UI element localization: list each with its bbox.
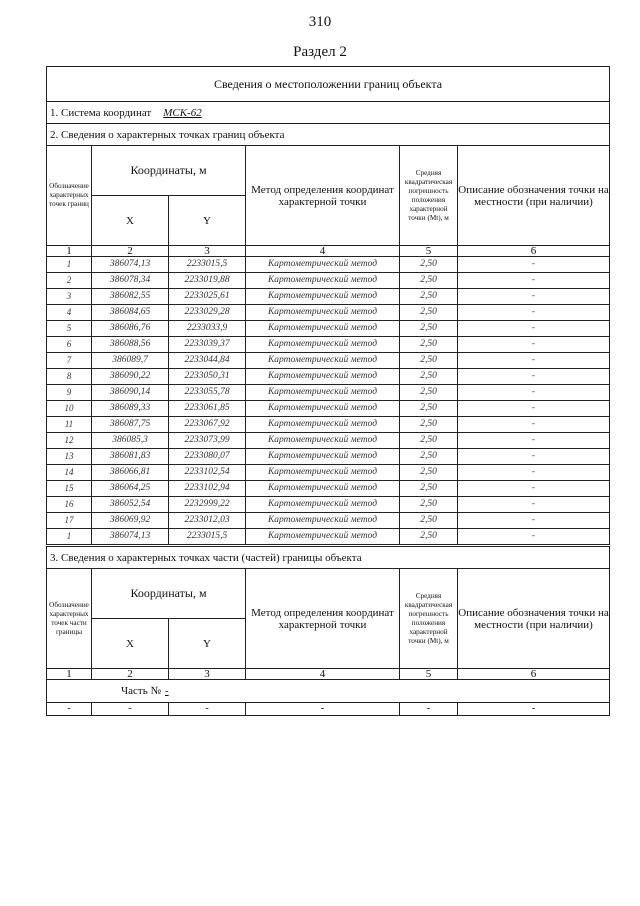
- table-row: [47, 289, 610, 305]
- column-number: 5: [400, 669, 458, 680]
- point-description: -: [458, 449, 610, 465]
- header-coordinates: Координаты, м: [92, 146, 246, 196]
- point-accuracy: 2,50: [400, 337, 458, 353]
- point-description: -: [458, 465, 610, 481]
- point-description: -: [458, 529, 610, 545]
- point-accuracy: 2,50: [400, 257, 458, 273]
- header-x: X: [92, 196, 169, 246]
- column-number: 5: [400, 246, 458, 257]
- point-x: 386086,76: [92, 321, 169, 337]
- point-number: 15: [47, 481, 92, 497]
- point-x: 386090,22: [92, 369, 169, 385]
- point-y: 2233015,5: [169, 257, 246, 273]
- table-row: [47, 401, 610, 417]
- point-accuracy: 2,50: [400, 305, 458, 321]
- point-y: 2233050,31: [169, 369, 246, 385]
- part-cell: -: [169, 703, 246, 716]
- table-row: [47, 273, 610, 289]
- point-accuracy: 2,50: [400, 369, 458, 385]
- table-row: [47, 385, 610, 401]
- point-x: 386087,75: [92, 417, 169, 433]
- header-method: Метод определения координат характерной точки: [246, 569, 400, 669]
- column-number: 2: [92, 246, 169, 257]
- point-y: 2233012,03: [169, 513, 246, 529]
- point-number: 7: [47, 353, 92, 369]
- point-x: 386090,14: [92, 385, 169, 401]
- point-x: 386089,33: [92, 401, 169, 417]
- point-method: Картометрический метод: [246, 497, 400, 513]
- point-x: 386085,3: [92, 433, 169, 449]
- coordinate-system-label: 1. Система координат: [50, 106, 152, 119]
- point-x: 386066,81: [92, 465, 169, 481]
- point-method: Картометрический метод: [246, 417, 400, 433]
- header-description: Описание обозначения точки на местности (при наличии): [458, 569, 610, 669]
- point-description: -: [458, 513, 610, 529]
- point-y: 2232999,22: [169, 497, 246, 513]
- coordinate-system-row: [47, 102, 610, 124]
- point-description: -: [458, 337, 610, 353]
- coordinate-system-value: МСК-62: [163, 106, 202, 119]
- point-number: 12: [47, 433, 92, 449]
- column-numbers-row: [47, 246, 610, 257]
- part-value: -: [164, 685, 169, 697]
- point-y: 2233080,07: [169, 449, 246, 465]
- point-description: -: [458, 257, 610, 273]
- point-x: 386074,13: [92, 529, 169, 545]
- point-y: 2233019,88: [169, 273, 246, 289]
- part-label-row: [47, 680, 610, 703]
- table-row: [47, 481, 610, 497]
- column-number: 3: [169, 246, 246, 257]
- point-method: Картометрический метод: [246, 433, 400, 449]
- point-accuracy: 2,50: [400, 385, 458, 401]
- point-description: -: [458, 401, 610, 417]
- point-description: -: [458, 369, 610, 385]
- point-description: -: [458, 353, 610, 369]
- point-method: Картометрический метод: [246, 353, 400, 369]
- point-x: 386064,25: [92, 481, 169, 497]
- header-accuracy: Средняя квадратическая погрешность положения характерной точки (Mt), м: [400, 146, 458, 246]
- part-cell: -: [47, 703, 92, 716]
- header-y: Y: [169, 196, 246, 246]
- point-method: Картометрический метод: [246, 273, 400, 289]
- point-number: 14: [47, 465, 92, 481]
- point-accuracy: 2,50: [400, 513, 458, 529]
- part-cell: -: [246, 703, 400, 716]
- point-accuracy: 2,50: [400, 401, 458, 417]
- point-accuracy: 2,50: [400, 529, 458, 545]
- header-point-designation: Обозначение характерных точек границ: [47, 146, 92, 246]
- point-y: 2233055,78: [169, 385, 246, 401]
- point-y: 2233025,61: [169, 289, 246, 305]
- point-description: -: [458, 417, 610, 433]
- column-number: 1: [47, 669, 92, 680]
- point-x: 386081,83: [92, 449, 169, 465]
- point-x: 386052,54: [92, 497, 169, 513]
- point-y: 2233061,85: [169, 401, 246, 417]
- table-row: [47, 497, 610, 513]
- table-row: [47, 321, 610, 337]
- point-number: 11: [47, 417, 92, 433]
- point-accuracy: 2,50: [400, 417, 458, 433]
- point-accuracy: 2,50: [400, 497, 458, 513]
- table-row: [47, 465, 610, 481]
- section-title: Раздел 2: [293, 44, 347, 60]
- column-numbers-row: [47, 669, 610, 680]
- part-cell: -: [458, 703, 610, 716]
- point-description: -: [458, 385, 610, 401]
- column-number: 6: [458, 669, 610, 680]
- part-cell: -: [400, 703, 458, 716]
- point-accuracy: 2,50: [400, 433, 458, 449]
- header-description: Описание обозначения точки на местности (при наличии): [458, 146, 610, 246]
- point-number: 4: [47, 305, 92, 321]
- point-y: 2233015,5: [169, 529, 246, 545]
- point-accuracy: 2,50: [400, 289, 458, 305]
- point-number: 17: [47, 513, 92, 529]
- point-y: 2233073,99: [169, 433, 246, 449]
- column-number: 4: [246, 246, 400, 257]
- point-y: 2233029,28: [169, 305, 246, 321]
- header-accuracy: Средняя квадратическая погрешность положения характерной точки (Mt), м: [400, 569, 458, 669]
- table-row: [47, 369, 610, 385]
- point-accuracy: 2,50: [400, 481, 458, 497]
- point-number: 2: [47, 273, 92, 289]
- point-number: 10: [47, 401, 92, 417]
- part-cell: -: [92, 703, 169, 716]
- header-x: X: [92, 619, 169, 669]
- table-row: [47, 337, 610, 353]
- point-method: Картометрический метод: [246, 465, 400, 481]
- point-accuracy: 2,50: [400, 273, 458, 289]
- point-description: -: [458, 305, 610, 321]
- point-number: 6: [47, 337, 92, 353]
- point-accuracy: 2,50: [400, 353, 458, 369]
- point-number: 9: [47, 385, 92, 401]
- point-method: Картометрический метод: [246, 369, 400, 385]
- point-x: 386082,55: [92, 289, 169, 305]
- point-method: Картометрический метод: [246, 481, 400, 497]
- point-method: Картометрический метод: [246, 401, 400, 417]
- section2-title: 2. Сведения о характерных точках границ объекта: [47, 124, 610, 146]
- point-number: 16: [47, 497, 92, 513]
- point-description: -: [458, 289, 610, 305]
- point-number: 13: [47, 449, 92, 465]
- point-accuracy: 2,50: [400, 465, 458, 481]
- point-method: Картометрический метод: [246, 321, 400, 337]
- table-row: [47, 513, 610, 529]
- point-y: 2233102,94: [169, 481, 246, 497]
- point-y: 2233044,84: [169, 353, 246, 369]
- column-number: 6: [458, 246, 610, 257]
- header-method: Метод определения координат характерной точки: [246, 146, 400, 246]
- point-y: 2233033,9: [169, 321, 246, 337]
- point-accuracy: 2,50: [400, 321, 458, 337]
- point-y: 2233067,92: [169, 417, 246, 433]
- point-description: -: [458, 481, 610, 497]
- page-number: 310: [308, 14, 332, 30]
- table-banner: Сведения о местоположении границ объекта: [47, 67, 610, 102]
- boundary-table: [46, 66, 610, 545]
- column-number: 2: [92, 669, 169, 680]
- point-method: Картометрический метод: [246, 513, 400, 529]
- point-y: 2233039,37: [169, 337, 246, 353]
- header-point-designation-parts: Обозначение характерных точек части границы: [47, 569, 92, 669]
- point-number: 3: [47, 289, 92, 305]
- point-accuracy: 2,50: [400, 449, 458, 465]
- table-row: [47, 257, 610, 273]
- point-x: 386074,13: [92, 257, 169, 273]
- table-row: [47, 305, 610, 321]
- point-x: 386088,56: [92, 337, 169, 353]
- point-x: 386069,92: [92, 513, 169, 529]
- point-description: -: [458, 321, 610, 337]
- parts-table: [46, 546, 610, 716]
- point-description: -: [458, 497, 610, 513]
- point-method: Картометрический метод: [246, 289, 400, 305]
- table-row: [47, 449, 610, 465]
- point-method: Картометрический метод: [246, 449, 400, 465]
- point-description: -: [458, 433, 610, 449]
- point-x: 386084,65: [92, 305, 169, 321]
- point-method: Картометрический метод: [246, 385, 400, 401]
- point-x: 386089,7: [92, 353, 169, 369]
- header-coordinates: Координаты, м: [92, 569, 246, 619]
- point-number: 8: [47, 369, 92, 385]
- part-label: Часть №: [121, 685, 161, 697]
- section3-title: 3. Сведения о характерных точках части (частей) границы объекта: [47, 547, 610, 569]
- table-row: [47, 417, 610, 433]
- table-row: [47, 353, 610, 369]
- point-method: Картометрический метод: [246, 305, 400, 321]
- header-y: Y: [169, 619, 246, 669]
- point-x: 386078,34: [92, 273, 169, 289]
- point-method: Картометрический метод: [246, 529, 400, 545]
- table-row: [47, 529, 610, 545]
- point-y: 2233102,54: [169, 465, 246, 481]
- column-number: 4: [246, 669, 400, 680]
- point-method: Картометрический метод: [246, 257, 400, 273]
- point-method: Картометрический метод: [246, 337, 400, 353]
- column-number: 1: [47, 246, 92, 257]
- point-number: 1: [47, 529, 92, 545]
- point-number: 1: [47, 257, 92, 273]
- point-description: -: [458, 273, 610, 289]
- table-row: [47, 433, 610, 449]
- column-number: 3: [169, 669, 246, 680]
- points-body: [47, 257, 610, 545]
- point-number: 5: [47, 321, 92, 337]
- part-data-row: [47, 703, 610, 716]
